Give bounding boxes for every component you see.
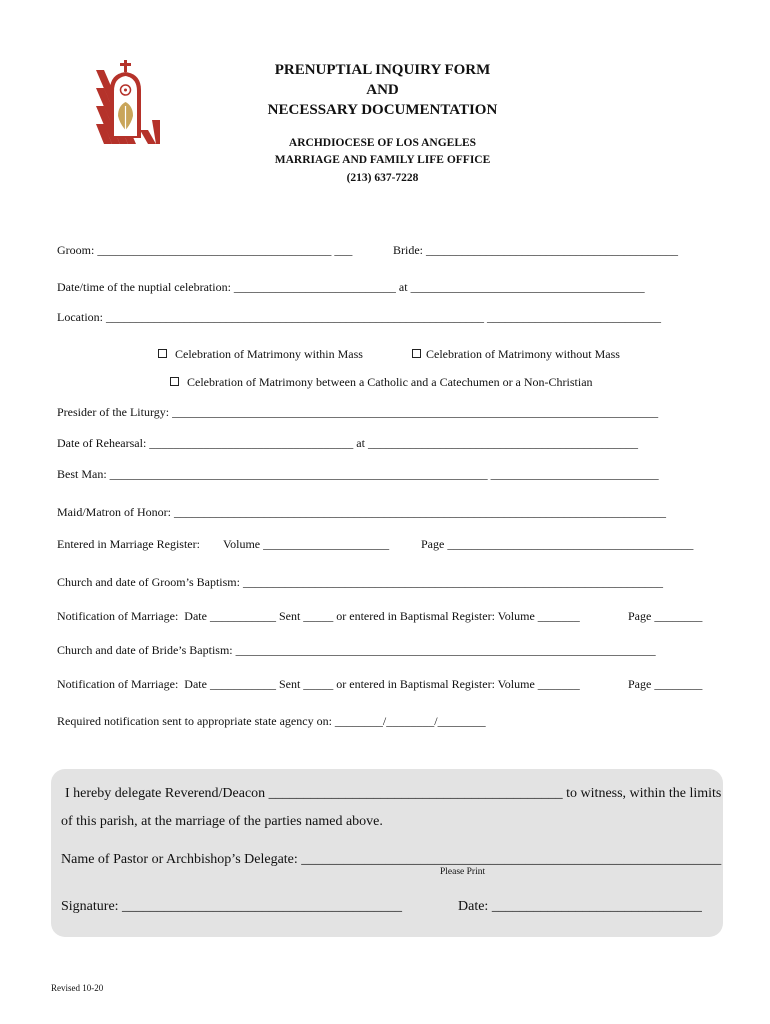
rehearsal-field[interactable]: Date of Rehearsal: __________________________________ at _____________________________________________ [57,436,638,450]
form-title-line1: PRENUPTIAL INQUIRY FORM [274,62,491,78]
pastor-name-field[interactable]: Name of Pastor or Archbishop’s Delegate: ____________________________________________________________ [61,852,722,867]
best-man-field[interactable]: Best Man: _______________________________________________________________ ____________________________ [57,467,659,481]
presider-field[interactable]: Presider of the Liturgy: _________________________________________________________________________________ [57,405,659,419]
option-catechumen-label: Celebration of Matrimony between a Catholic and a Catechumen or a Non-Christian [187,375,593,389]
form-title-line2: AND [366,82,399,98]
groom-baptism-field[interactable]: Church and date of Groom’s Baptism: ______________________________________________________________________ [57,575,663,589]
location-field[interactable]: Location: _______________________________________________________________ _____________________________ [57,310,661,324]
date-time-field[interactable]: Date/time of the nuptial celebration: ___________________________ at _______________________________________ [57,280,645,294]
option-within-mass[interactable] [158,347,363,362]
register-volume-field[interactable]: Volume _____________________ [223,537,390,551]
groom-notification-page[interactable]: Page ________ [628,609,703,623]
bride-baptism-field[interactable]: Church and date of Bride’s Baptism: ______________________________________________________________________ [57,643,656,657]
maid-of-honor-field[interactable]: Maid/Matron of Honor: __________________________________________________________________________________ [57,505,666,519]
please-print-note: Please Print [440,867,486,877]
marriage-register-label: Entered in Marriage Register: [57,537,200,551]
bride-notification-page[interactable]: Page ________ [628,677,703,691]
office-name: MARRIAGE AND FAMILY LIFE OFFICE [274,154,491,166]
state-agency-field[interactable]: Required notification sent to appropriate state agency on: ________/________/________ [57,714,486,728]
option-catechumen[interactable] [170,375,593,390]
option-without-mass-label: Celebration of Matrimony without Mass [426,347,620,361]
form-title-line3: NECESSARY DOCUMENTATION [267,102,498,118]
groom-field[interactable]: Groom: _______________________________________ ___ [57,243,353,257]
office-phone: (213) 637-7228 [346,172,419,184]
option-within-mass-label: Celebration of Matrimony within Mass [175,347,363,361]
delegate-line-2: of this parish, at the marriage of the parties named above. [61,814,383,829]
checkbox-without-mass[interactable] [412,349,421,358]
bride-notification-field[interactable]: Notification of Marriage: Date ___________ Sent _____ or entered in Baptismal Register: Volume _______ [57,677,580,691]
date-field[interactable]: Date: ______________________________ [458,899,702,914]
groom-notification-field[interactable]: Notification of Marriage: Date ___________ Sent _____ or entered in Baptismal Register: Volume _______ [57,609,580,623]
option-without-mass[interactable] [412,347,620,362]
checkbox-within-mass[interactable] [158,349,167,358]
revision-note: Revised 10-20 [51,983,104,993]
checkbox-catechumen[interactable] [170,377,179,386]
delegate-line[interactable]: I hereby delegate Reverend/Deacon __________________________________________ to witness, within the limits [65,786,722,801]
org-name: ARCHDIOCESE OF LOS ANGELES [288,137,477,149]
signature-field[interactable]: Signature: ________________________________________ [61,899,403,914]
register-page-field[interactable]: Page _________________________________________ [421,537,694,551]
archdiocese-logo [96,60,160,144]
bride-field[interactable]: Bride: __________________________________________ [393,243,678,257]
